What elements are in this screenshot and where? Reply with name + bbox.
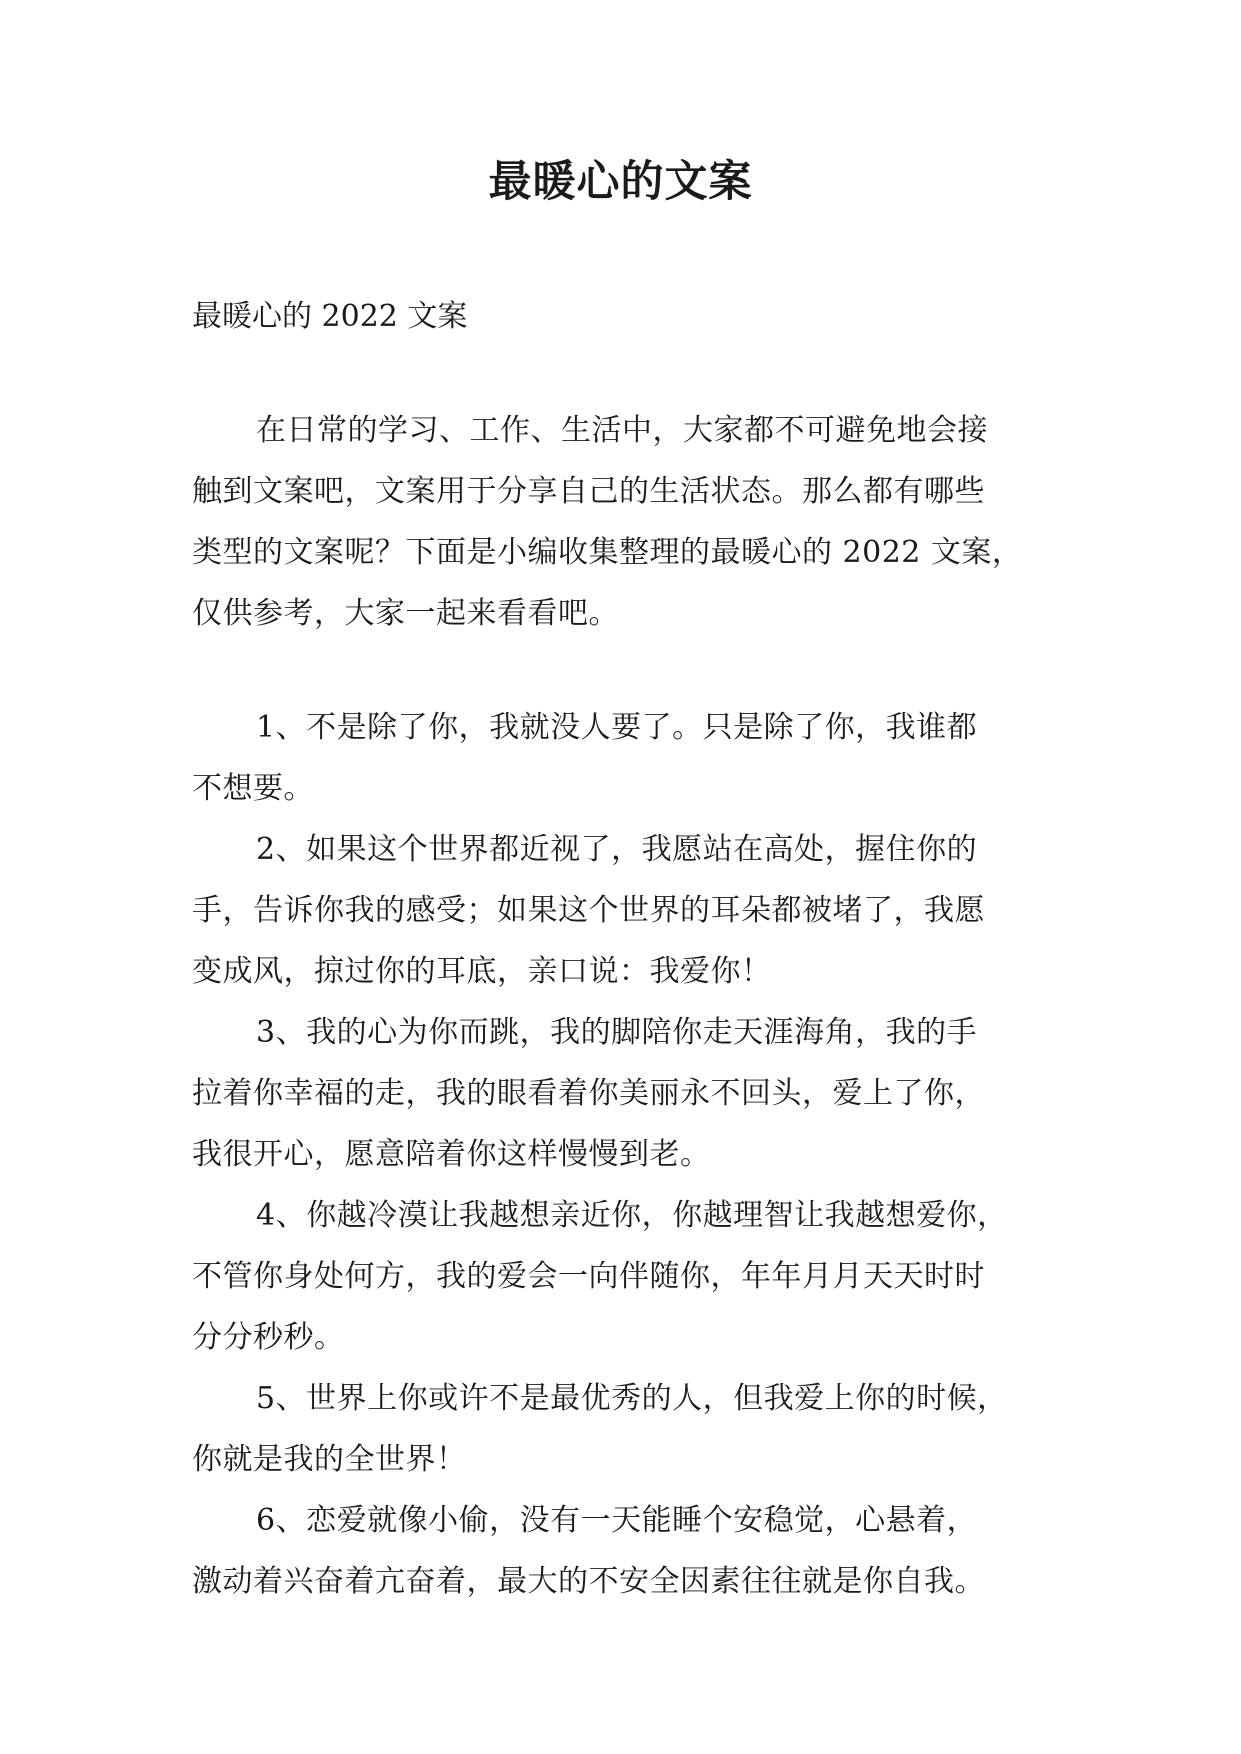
document-subtitle: 最暖心的 2022 文案	[192, 299, 468, 334]
quote-item	[192, 819, 1072, 1002]
intro-line: 在日常的学习、工作、生活中，大家都不可避免地会接	[256, 413, 988, 448]
document-title: 最暖心的文案	[488, 157, 753, 207]
quote-line: 1、不是除了你，我就没人要了。只是除了你，我谁都	[256, 710, 978, 745]
quote-line: 5、世界上你或许不是最优秀的人，但我爱上你的时候，	[256, 1381, 1008, 1416]
quote-item	[192, 1490, 1072, 1612]
quote-item	[192, 1368, 1072, 1490]
intro-line: 类型的文案呢？下面是小编收集整理的最暖心的 2022 文案，	[192, 535, 1023, 570]
quote-item	[192, 697, 1072, 819]
quote-line: 2、如果这个世界都近视了，我愿站在高处，握住你的	[256, 832, 978, 867]
intro-line: 触到文案吧，文案用于分享自己的生活状态。那么都有哪些	[192, 474, 985, 509]
quote-item	[192, 1002, 1072, 1185]
quote-line: 不想要。	[192, 771, 314, 806]
quote-line: 激动着兴奋着亢奋着，最大的不安全因素往往就是你自我。	[192, 1564, 985, 1599]
quote-line: 不管你身处何方，我的爱会一向伴随你，年年月月天天时时	[192, 1259, 985, 1294]
quote-line: 6、恋爱就像小偷，没有一天能睡个安稳觉，心悬着，	[256, 1503, 978, 1538]
quote-line: 4、你越冷漠让我越想亲近你，你越理智让我越想爱你，	[256, 1198, 1008, 1233]
quote-line: 我很开心，愿意陪着你这样慢慢到老。	[192, 1137, 711, 1172]
quote-line: 变成风，掠过你的耳底，亲口说：我爱你！	[192, 954, 772, 989]
intro-line: 仅供参考，大家一起来看看吧。	[192, 596, 619, 631]
quote-item	[192, 1185, 1072, 1368]
quote-line: 你就是我的全世界！	[192, 1442, 467, 1477]
quote-line: 手，告诉你我的感受；如果这个世界的耳朵都被堵了，我愿	[192, 893, 985, 928]
quote-line: 3、我的心为你而跳，我的脚陪你走天涯海角，我的手	[256, 1015, 978, 1050]
quote-line: 分分秒秒。	[192, 1320, 345, 1355]
quote-line: 拉着你幸福的走，我的眼看着你美丽永不回头，爱上了你，	[192, 1076, 985, 1111]
quote-list	[192, 697, 1072, 1612]
intro-paragraph	[192, 400, 1072, 644]
